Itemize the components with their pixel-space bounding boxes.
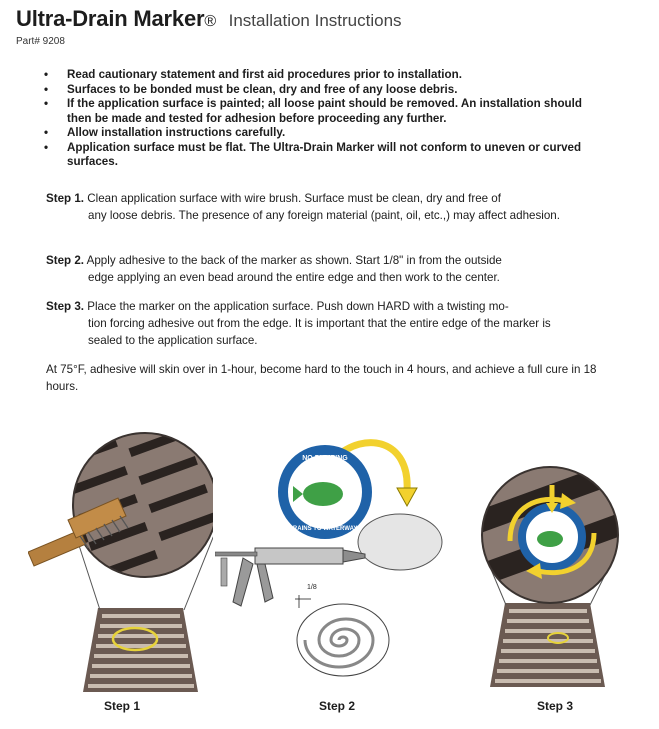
step-label: Step 3.: [46, 300, 85, 313]
caption-step-2: Step 2: [318, 699, 355, 713]
part-number: Part# 9208: [16, 36, 65, 47]
drain-grate: [83, 608, 198, 692]
page-subtitle: Installation Instructions: [228, 11, 402, 30]
page-title: [16, 6, 402, 32]
bullet-icon: •: [44, 97, 49, 110]
step-1-text: Step 1. Clean application surface with wire brush. Surface must be clean, dry and free of any loose debris. The presence of any foreign material (paint, oil, etc.,) may affect adhesion.: [46, 192, 560, 222]
drain-marker: [281, 448, 369, 536]
step-label: Step 1.: [46, 192, 85, 205]
step-3-text: Step 3. Place the marker on the application surface. Push down HARD with a twisting mo- tion forcing adhesive out from the edge. It is important that the entire edge of the marker is sealed to the application surface.: [46, 300, 551, 347]
product-name: Ultra-Drain Marker: [16, 6, 205, 31]
fish-icon: [537, 531, 563, 547]
precaution-list: [44, 68, 604, 170]
caulk-gun-icon: [215, 548, 365, 606]
bullet-icon: •: [44, 68, 49, 81]
bullet-icon: •: [44, 140, 49, 154]
step-label: Step 2.: [46, 254, 85, 267]
list-item: • Application surface must be flat. The Ultra-Drain Marker will not conform to uneven or curved surfaces.: [44, 140, 582, 168]
list-item: • Surfaces to be bonded must be clean, dry and free of any loose debris.: [44, 82, 458, 96]
marker-text-top: NO DUMPING: [302, 455, 348, 462]
fish-icon: [303, 482, 343, 506]
caption-step-3: Step 3: [536, 699, 573, 713]
step-3-illustration: [480, 455, 630, 695]
cure-time-note: At 75°F, adhesive will skin over in 1-hour, become hard to the touch in 4 hours, and achieve a full cure in 18 hours.: [46, 363, 597, 393]
caption-step-1: Step 1: [103, 699, 140, 713]
list-item: • Allow installation instructions carefully.: [44, 126, 286, 139]
bullet-icon: •: [44, 82, 49, 96]
step-1-illustration: [28, 430, 213, 695]
magnified-grate: [48, 430, 213, 579]
bullet-icon: •: [44, 126, 49, 139]
adhesive-spiral: [297, 604, 389, 676]
drain-grate: [490, 603, 605, 687]
registered-mark: ®: [204, 13, 217, 30]
dimension-label: 1/8: [307, 584, 317, 591]
list-item: • If the application surface is painted; all loose paint should be removed. An installation should then be made and tested for adhesion before proceeding any further.: [44, 97, 582, 125]
step-2-text: Step 2. Apply adhesive to the back of the marker as shown. Start 1/8" in from the outside edge applying an even bead around the entire edge and then work to the center.: [46, 254, 502, 284]
step-2-illustration: [215, 430, 455, 690]
list-item: • Read cautionary statement and first aid procedures prior to installation.: [44, 68, 462, 81]
marker-text-bottom: DRAINS TO WATERWAYS: [288, 526, 362, 532]
drain-marker: [522, 507, 582, 567]
marker-back: [358, 514, 442, 570]
